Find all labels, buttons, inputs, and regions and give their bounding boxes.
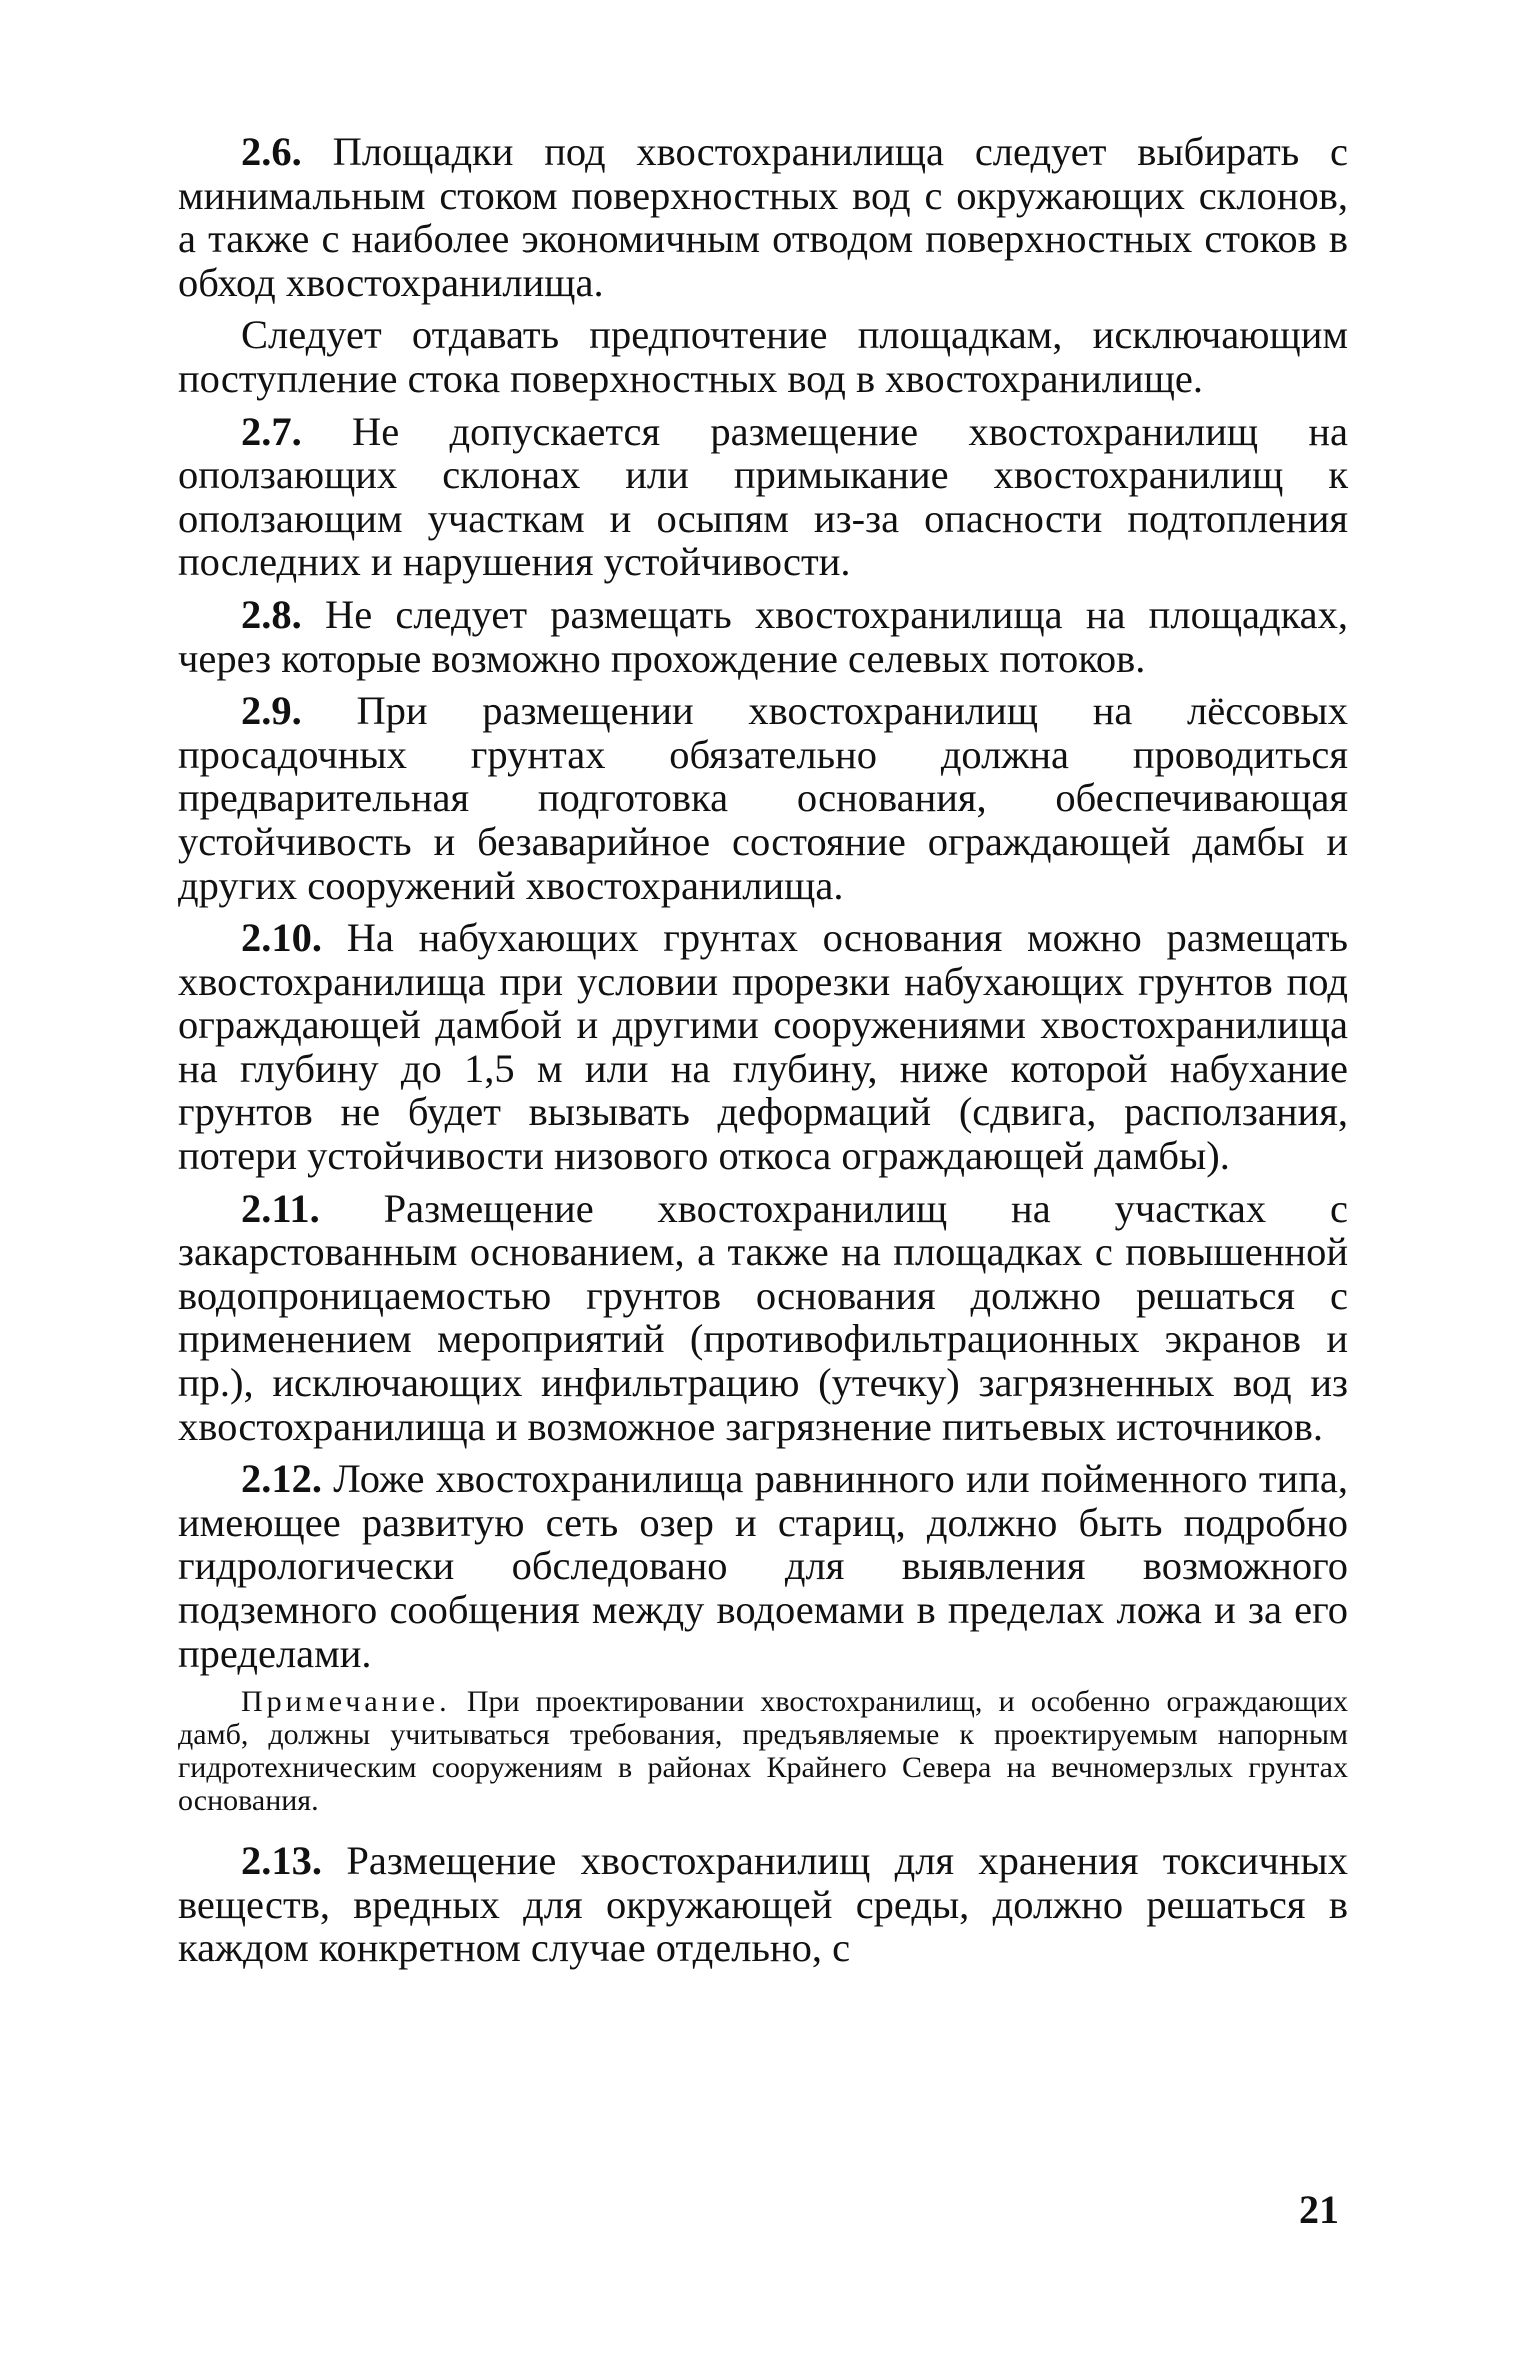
paragraph-number: 2.11.	[241, 1185, 320, 1231]
paragraph-text: На набухающих грунтах основания можно размещать хвостохранилища при условии прорезки набухающих грунтов под ограждающей дамбой и другими сооружениями хвостохранилища на глубину до 1,5 м или на глубину, ниже которой набухание грунтов не будет вызывать деформаций (сдвига, расползания, потери устойчивости низового откоса ограждающей дамбы).	[178, 915, 1349, 1179]
note-text: При проектировании хвостохранилищ, и особенно ограждающих дамб, должны учитываться требования, предъявляемые к проектируемым напорным гидротехническим сооружениям в районах Крайнего Севера на вечномерзлых грунтах основания.	[178, 1685, 1348, 1818]
paragraph-text: Следует отдавать предпочтение площадкам, исключающим поступление стока поверхностных вод в хвостохранилище.	[178, 312, 1348, 401]
document-page	[178, 130, 1348, 1979]
paragraph-2-6-continued	[178, 313, 1348, 400]
paragraph-number: 2.12.	[241, 1456, 322, 1502]
page-number: 21	[1299, 2187, 1339, 2232]
paragraph-number: 2.6.	[241, 129, 302, 174]
paragraph-number: 2.8.	[241, 591, 302, 637]
paragraph-text: Не следует размещать хвостохранилища на площадках, через которые возможно прохождение селевых потоков.	[178, 591, 1348, 681]
note-label: Примечание.	[241, 1685, 451, 1719]
paragraph-text: Ложе хвостохранилища равнинного или пойменного типа, имеющее развитую сеть озер и стариц, должно быть подробно гидрологически обследовано для выявления возможного подземного сообщения между водоемами в пределах ложа и за его пределами.	[178, 1456, 1348, 1676]
paragraph-2-11	[178, 1187, 1348, 1449]
paragraph-text: Размещение хвостохранилищ на участках с закарстованным основанием, а также на площадках с повышенной водопроницаемостью грунтов основания должно решаться с применением мероприятий (противофильтрационных экранов и пр.), исключающих инфильтрацию (утечку) загрязненных вод из хвостохранилища и возможное загрязнение питьевых источников.	[178, 1185, 1348, 1449]
paragraph-2-9	[178, 689, 1348, 907]
paragraph-number: 2.7.	[241, 408, 302, 454]
paragraph-number: 2.9.	[241, 688, 302, 734]
paragraph-2-10	[178, 916, 1348, 1178]
paragraph-number: 2.10.	[241, 915, 322, 961]
paragraph-2-6	[178, 130, 1348, 304]
paragraph-2-7	[178, 410, 1348, 584]
paragraph-number: 2.13.	[241, 1838, 322, 1884]
paragraph-2-13	[178, 1839, 1348, 1970]
paragraph-text: Площадки под хвостохранилища следует выбирать с минимальным стоком поверхностных вод с окружающих склонов, а также с наиболее экономичным отводом поверхностных стоков в обход хвостохранилища.	[178, 129, 1349, 305]
paragraph-text: Не допускается размещение хвостохранилищ на оползающих склонах или примыкание хвостохранилищ к оползающим участкам и осыпям из-за опасности подтопления последних и нарушения устойчивости.	[178, 408, 1349, 585]
paragraph-2-8	[178, 593, 1348, 680]
paragraph-2-12	[178, 1457, 1348, 1675]
paragraph-text: Размещение хвостохранилищ для хранения токсичных веществ, вредных для окружающей среды, должно решаться в каждом конкретном случае отдельно, с	[178, 1838, 1348, 1971]
paragraph-text: При размещении хвостохранилищ на лёссовых просадочных грунтах обязательно должна проводиться предварительная подготовка основания, обеспечивающая устойчивость и безаварийное состояние ограждающей дамбы и других сооружений хвостохранилища.	[178, 688, 1348, 908]
note	[178, 1685, 1348, 1817]
